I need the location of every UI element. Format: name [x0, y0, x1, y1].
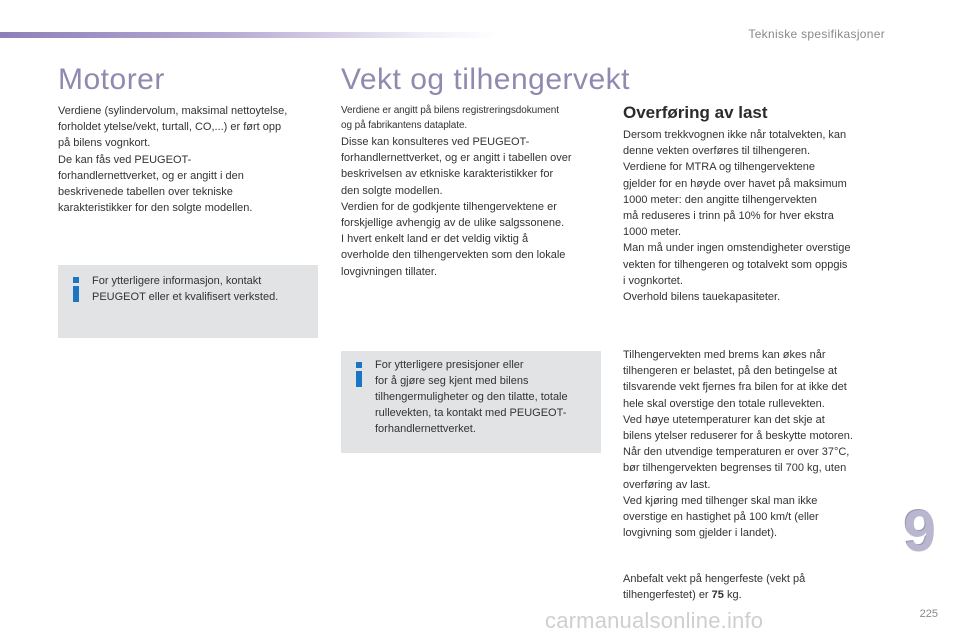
- text-line: For ytterligere presisjoner eller: [375, 359, 524, 371]
- vekt-info-box: [341, 351, 601, 453]
- text-line: beskrivelsen av etkniske karakteristikker for: [341, 168, 554, 181]
- text-line: Verdiene for MTRA og tilhengervektene: [623, 161, 816, 174]
- text-line: PEUGEOT eller et kvalifisert verksted.: [92, 291, 279, 303]
- text-line: forholdet ytelse/vekt, turtall, CO,...) er ført opp: [58, 121, 282, 134]
- text-line: Ved høye utetemperaturer kan det skje at: [623, 413, 825, 426]
- text-line: vekten for tilhengeren og totalvekt som oppgis: [623, 258, 848, 271]
- text-line: forskjellige avhengig av de ulike salgssonene.: [341, 217, 565, 230]
- text-line: må reduseres i trinn på 10% for hver ekstra: [623, 210, 834, 223]
- info-icon: [69, 277, 85, 303]
- text-line: denne vekten overføres til tilhengeren.: [623, 145, 811, 158]
- text-line: Når den utvendige temperaturen er over 37°C,: [623, 446, 850, 459]
- text-line: tilsvarende vekt fjernes fra bilen for at ikke det: [623, 381, 847, 394]
- motorer-body: [58, 103, 323, 216]
- text-line: og på fabrikantens dataplate.: [341, 120, 468, 131]
- text-line: beskrivenede tabellen over tekniske: [58, 186, 233, 199]
- page-number: 225: [919, 608, 938, 620]
- watermark: carmanualsonline.info: [545, 608, 764, 633]
- text-line: 1000 meter.: [623, 226, 682, 239]
- text-line: forhandlernettverket, og er angitt i den: [58, 169, 244, 182]
- text-line: tilhengeren er belastet, på den betingelse at: [623, 365, 838, 378]
- section-title: Tekniske spesifikasjoner: [748, 27, 885, 41]
- anbefalt-prefix: tilhengerfestet) er: [623, 589, 712, 602]
- text-line: lovgivningen tillater.: [341, 265, 438, 278]
- overforing-body: [623, 127, 898, 305]
- motorer-heading: Motorer: [58, 63, 165, 96]
- text-line: Tilhengervekten med brems kan økes når: [623, 349, 826, 361]
- vekt-body: [341, 103, 611, 280]
- vekt-heading: Vekt og tilhengervekt: [341, 63, 631, 96]
- text-line: bør tilhengervekten begrenses til 700 kg, uten: [623, 462, 847, 475]
- text-line: For ytterligere informasjon, kontakt: [92, 275, 262, 287]
- text-line: på bilens vognkort.: [58, 137, 151, 150]
- text-line: Anbefalt vekt på hengerfeste (vekt på: [623, 573, 806, 585]
- text-line: Verdien for de godkjente tilhengervektene er: [341, 200, 557, 213]
- header-accent-bar: [0, 32, 500, 38]
- text-line: Verdiene (sylindervolum, maksimal nettoytelse,: [58, 105, 288, 117]
- text-line: De kan fås ved PEUGEOT-: [58, 153, 192, 166]
- text-line: rullevekten, ta kontakt med PEUGEOT-: [375, 407, 567, 419]
- text-line: overstige en hastighet på 100 km/t (eller: [623, 511, 819, 524]
- text-line: for å gjøre seg kjent med bilens: [375, 375, 529, 387]
- overforing-body-2: [623, 347, 898, 541]
- motorer-info-text: [92, 273, 312, 305]
- text-line: Dersom trekkvognen ikke når totalvekten, kan: [623, 129, 847, 141]
- text-line: den solgte modellen.: [341, 184, 443, 197]
- text-line: Verdiene er angitt på bilens registreringsdokument: [341, 105, 559, 116]
- text-line: karakteristikker for den solgte modellen.: [58, 202, 253, 215]
- text-line: bilens ytelser reduserer for å beskytte motoren.: [623, 430, 853, 443]
- text-line: hele skal overstige den totale rullevekten.: [623, 397, 825, 410]
- anbefalt-text: [623, 571, 898, 603]
- anbefalt-value: 75: [711, 589, 724, 602]
- text-line: forhandlernettverket.: [375, 423, 476, 435]
- text-line: tilhengermuligheter og den tilatte, totale: [375, 391, 568, 403]
- text-line: Disse kan konsulteres ved PEUGEOT-: [341, 136, 530, 148]
- text-line: overholde den tilhengervekten som den lokale: [341, 249, 566, 262]
- chapter-number: 9: [903, 499, 936, 564]
- text-line: gjelder for en høyde over havet på maksimum: [623, 177, 847, 190]
- text-line: lovgivning som gjelder i landet).: [623, 527, 778, 540]
- text-line: I hvert enkelt land er det veldig viktig å: [341, 233, 529, 246]
- vekt-info-text: [375, 357, 597, 437]
- anbefalt-unit: kg.: [723, 589, 742, 602]
- text-line: Man må under ingen omstendigheter overstige: [623, 242, 851, 255]
- text-line: i vognkortet.: [623, 274, 683, 287]
- info-icon: [352, 362, 368, 388]
- text-line: Ved kjøring med tilhenger skal man ikke: [623, 494, 818, 507]
- overforing-heading: Overføring av last: [623, 103, 768, 122]
- motorer-info-box: [58, 265, 318, 338]
- text-line: forhandlernettverket, og er angitt i tabellen over: [341, 152, 572, 165]
- text-line: 1000 meter: den angitte tilhengervekten: [623, 193, 817, 206]
- text-line: overføring av last.: [623, 478, 711, 491]
- text-line: [623, 587, 898, 603]
- text-line: Overhold bilens tauekapasiteter.: [623, 291, 781, 304]
